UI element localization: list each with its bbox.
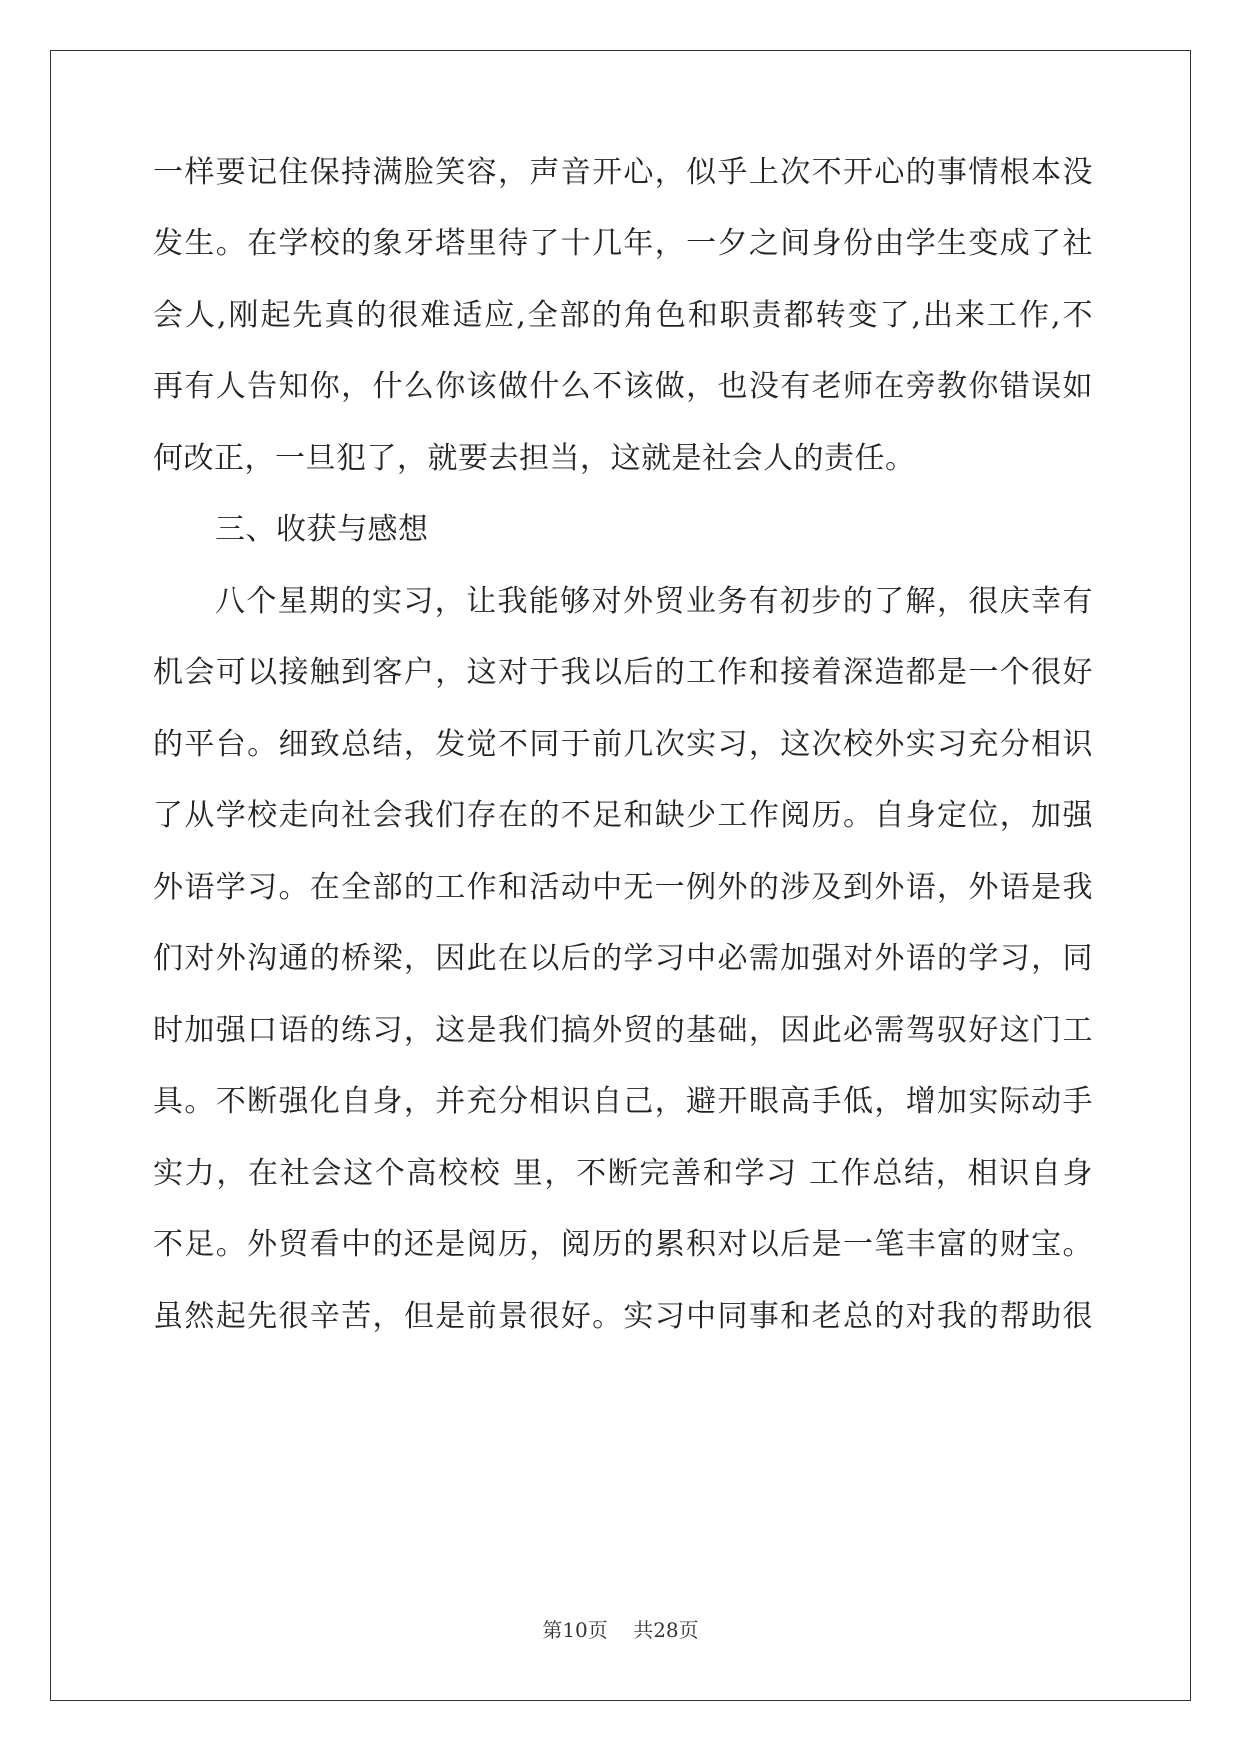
text-line: 外语学习。在全部的工作和活动中无一例外的涉及到外语，外语是我 [153, 870, 1093, 905]
text-line: 再有人告知你，什么你该做什么不该做，也没有老师在旁教你错误如 [153, 369, 1093, 404]
text-line: 们对外沟通的桥梁，因此在以后的学习中必需加强对外语的学习，同 [153, 941, 1093, 976]
text-line: 的平台。细致总结，发觉不同于前几次实习，这次校外实习充分相识 [153, 727, 1093, 762]
text-line: 何改正，一旦犯了，就要去担当，这就是社会人的责任。 [153, 441, 916, 476]
text-line: 虽然起先很辛苦，但是前景很好。实习中同事和老总的对我的帮助很 [153, 1299, 1093, 1334]
text-line: 机会可以接触到客户，这对于我以后的工作和接着深造都是一个很好 [153, 655, 1093, 690]
text-line: 实力，在社会这个高校校 里，不断完善和学习 工作总结，相识自身 [153, 1156, 1093, 1191]
text-line: 具。不断强化自身，并充分相识自己，避开眼高手低，增加实际动手 [153, 1084, 1093, 1119]
page-number-footer: 第10页 共28页 [542, 1618, 699, 1642]
text-line: 八个星期的实习，让我能够对外贸业务有初步的了解，很庆幸有 [215, 584, 1093, 619]
text-line: 发生。在学校的象牙塔里待了十几年，一夕之间身份由学生变成了社 [153, 226, 1093, 261]
text-line: 不足。外贸看中的还是阅历，阅历的累积对以后是一笔丰富的财宝。 [153, 1227, 1093, 1262]
text-line: 会人,刚起先真的很难适应,全部的角色和职责都转变了,出来工作,不 [153, 298, 1093, 333]
text-line: 了从学校走向社会我们存在的不足和缺少工作阅历。自身定位，加强 [153, 798, 1093, 833]
text-line: 一样要记住保持满脸笑容，声音开心，似乎上次不开心的事情根本没 [153, 155, 1093, 190]
section-heading: 三、收获与感想 [215, 512, 429, 547]
text-line: 时加强口语的练习，这是我们搞外贸的基础，因此必需驾驭好这门工 [153, 1013, 1093, 1048]
